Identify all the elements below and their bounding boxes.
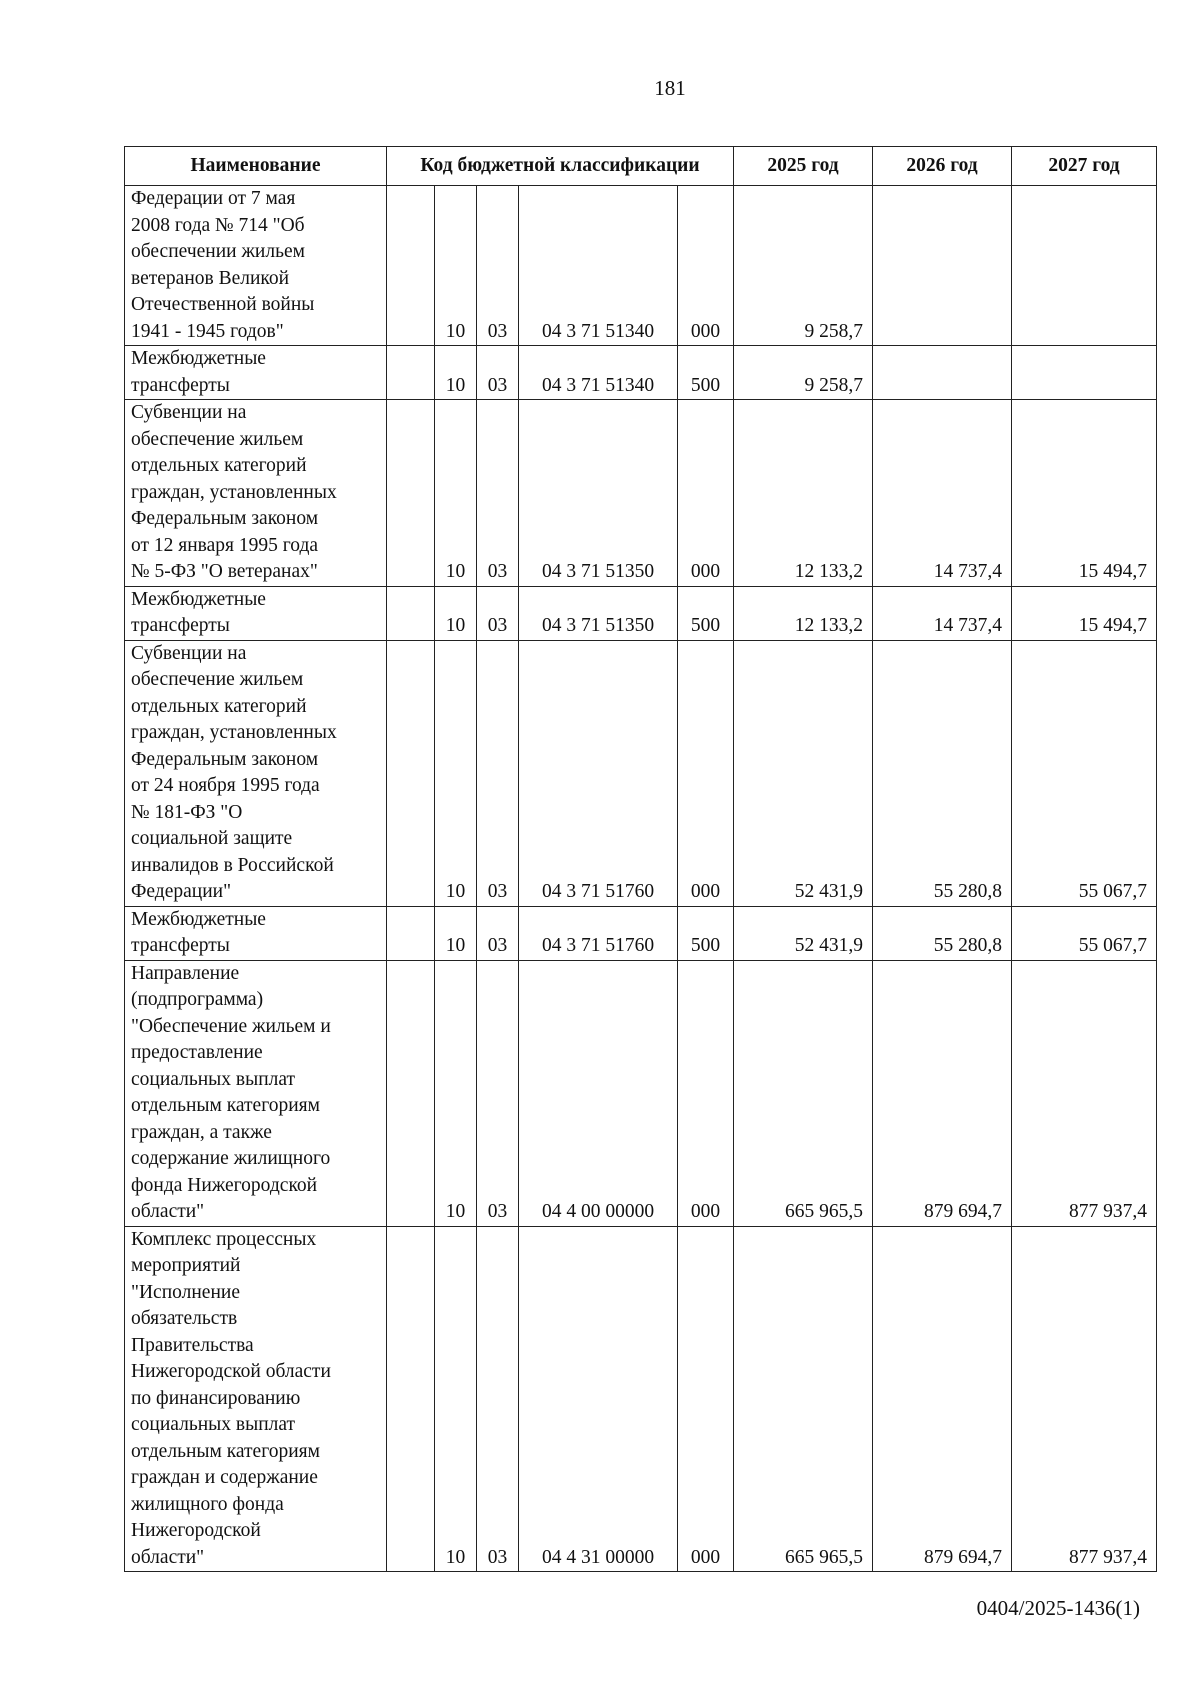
row-name-cell	[125, 906, 387, 960]
table-row	[125, 906, 1157, 960]
row-code-ministry	[387, 586, 435, 640]
row-code-section: 10	[435, 960, 477, 1226]
row-code-target: 04 3 71 51350	[519, 400, 678, 587]
row-value-2026: 879 694,7	[873, 960, 1012, 1226]
row-code-subsection: 03	[477, 586, 519, 640]
row-value-2025: 52 431,9	[734, 906, 873, 960]
header-2025: 2025 год	[734, 147, 873, 186]
header-2027: 2027 год	[1012, 147, 1157, 186]
row-value-2025: 9 258,7	[734, 346, 873, 400]
row-value-2027: 15 494,7	[1012, 400, 1157, 587]
row-value-2027: 877 937,4	[1012, 1226, 1157, 1572]
row-value-2027: 15 494,7	[1012, 586, 1157, 640]
row-code-subsection: 03	[477, 186, 519, 346]
row-name-cell	[125, 186, 387, 346]
row-code-target: 04 3 71 51760	[519, 640, 678, 906]
row-code-target: 04 3 71 51340	[519, 186, 678, 346]
row-name-cell	[125, 1226, 387, 1572]
header-2026: 2026 год	[873, 147, 1012, 186]
row-name-cell	[125, 960, 387, 1226]
row-value-2027	[1012, 346, 1157, 400]
row-code-section: 10	[435, 640, 477, 906]
row-value-2027: 877 937,4	[1012, 960, 1157, 1226]
row-name-cell	[125, 640, 387, 906]
row-code-subsection: 03	[477, 906, 519, 960]
row-value-2026: 55 280,8	[873, 640, 1012, 906]
row-name-text: Комплекс процессных мероприятий "Исполнение обязательств Правительства Нижегородской области по финансированию социальных выплат отдельным категориям граждан и содержание жилищного фонда Нижегородской области"	[131, 1228, 331, 1568]
row-code-ministry	[387, 1226, 435, 1572]
row-value-2026: 14 737,4	[873, 586, 1012, 640]
table-row	[125, 960, 1157, 1226]
row-code-ministry	[387, 906, 435, 960]
row-code-expense-type: 000	[678, 400, 734, 587]
table-header-row	[125, 147, 1157, 186]
table-row	[125, 186, 1157, 346]
row-code-subsection: 03	[477, 960, 519, 1226]
row-code-expense-type: 500	[678, 346, 734, 400]
budget-table	[124, 146, 1157, 1572]
row-name-cell	[125, 586, 387, 640]
row-code-section: 10	[435, 186, 477, 346]
page-number: 181	[654, 76, 686, 100]
row-value-2025: 665 965,5	[734, 1226, 873, 1572]
row-code-target: 04 3 71 51340	[519, 346, 678, 400]
table-row	[125, 1226, 1157, 1572]
row-code-section: 10	[435, 1226, 477, 1572]
row-code-target: 04 4 00 00000	[519, 960, 678, 1226]
row-value-2026	[873, 186, 1012, 346]
row-name-text: Направление (подпрограмма) "Обеспечение жильем и предоставление социальных выплат отдельным категориям граждан, а также содержание жилищного фонда Нижегородской области"	[131, 962, 331, 1222]
row-name-text: Межбюджетные трансферты	[131, 588, 266, 636]
row-code-subsection: 03	[477, 346, 519, 400]
row-name-text: Межбюджетные трансферты	[131, 908, 266, 956]
row-code-ministry	[387, 346, 435, 400]
row-code-expense-type: 000	[678, 640, 734, 906]
row-value-2027	[1012, 186, 1157, 346]
table-row	[125, 346, 1157, 400]
row-value-2026: 55 280,8	[873, 906, 1012, 960]
row-name-text: Межбюджетные трансферты	[131, 348, 266, 396]
row-code-target: 04 3 71 51760	[519, 906, 678, 960]
row-value-2025: 12 133,2	[734, 586, 873, 640]
header-name: Наименование	[125, 147, 387, 186]
row-code-target: 04 3 71 51350	[519, 586, 678, 640]
row-code-expense-type: 000	[678, 1226, 734, 1572]
row-name-text: Федерации от 7 мая 2008 года № 714 "Об обеспечении жильем ветеранов Великой Отечественной войны 1941 - 1945 годов"	[131, 188, 315, 342]
row-code-subsection: 03	[477, 400, 519, 587]
row-code-section: 10	[435, 906, 477, 960]
row-name-text: Субвенции на обеспечение жильем отдельных категорий граждан, установленных Федеральным законом от 24 ноября 1995 года № 181-ФЗ "О социальной защите инвалидов в Российской Федерации"	[131, 642, 337, 902]
row-value-2027: 55 067,7	[1012, 906, 1157, 960]
row-name-text: Субвенции на обеспечение жильем отдельных категорий граждан, установленных Федеральным законом от 12 января 1995 года № 5-ФЗ "О ветеранах"	[131, 402, 337, 582]
table-row	[125, 400, 1157, 587]
row-code-expense-type: 500	[678, 906, 734, 960]
row-name-cell	[125, 346, 387, 400]
table-row	[125, 586, 1157, 640]
row-code-target: 04 4 31 00000	[519, 1226, 678, 1572]
row-code-expense-type: 500	[678, 586, 734, 640]
row-name-cell	[125, 400, 387, 587]
row-code-subsection: 03	[477, 640, 519, 906]
document-code: 0404/2025-1436(1)	[976, 1596, 1140, 1620]
row-value-2025: 52 431,9	[734, 640, 873, 906]
row-value-2026: 879 694,7	[873, 1226, 1012, 1572]
row-code-section: 10	[435, 346, 477, 400]
row-code-ministry	[387, 400, 435, 587]
row-value-2025: 12 133,2	[734, 400, 873, 587]
header-code: Код бюджетной классификации	[387, 147, 734, 186]
table-body	[125, 186, 1157, 1572]
row-code-section: 10	[435, 400, 477, 587]
row-code-expense-type: 000	[678, 960, 734, 1226]
row-value-2025: 665 965,5	[734, 960, 873, 1226]
row-value-2026	[873, 346, 1012, 400]
row-code-expense-type: 000	[678, 186, 734, 346]
row-value-2026: 14 737,4	[873, 400, 1012, 587]
row-code-ministry	[387, 960, 435, 1226]
row-code-subsection: 03	[477, 1226, 519, 1572]
table-row	[125, 640, 1157, 906]
row-code-ministry	[387, 640, 435, 906]
row-value-2025: 9 258,7	[734, 186, 873, 346]
row-value-2027: 55 067,7	[1012, 640, 1157, 906]
row-code-section: 10	[435, 586, 477, 640]
row-code-ministry	[387, 186, 435, 346]
